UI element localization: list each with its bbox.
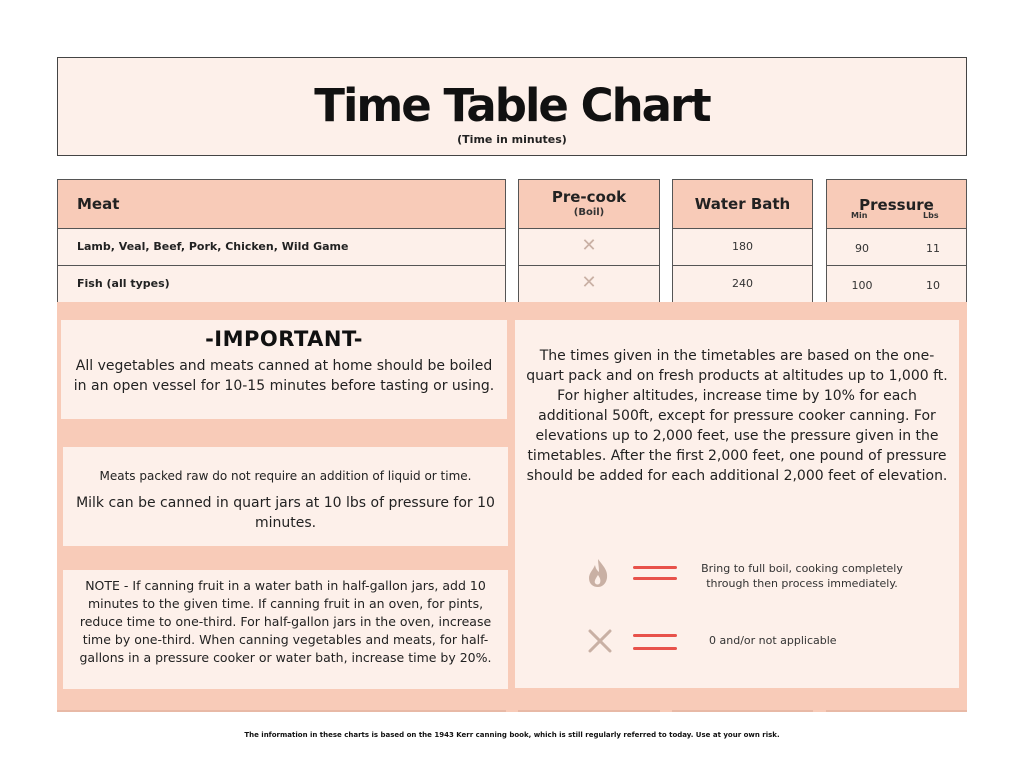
important-box (61, 320, 507, 419)
important-heading: -IMPORTANT- (205, 327, 363, 351)
pressure-lbs-value: 10 (926, 279, 940, 292)
table-row-pressure-cell (826, 229, 967, 266)
pressure-lbs-value: 11 (926, 242, 940, 255)
column-divider (518, 710, 660, 712)
pressure-min-value: 90 (855, 242, 869, 255)
table-row-meat-cell (57, 266, 506, 303)
x-icon: ✕ (581, 235, 597, 256)
page-title: Time Table Chart (314, 79, 710, 132)
column-divider (672, 710, 813, 712)
column-divider (57, 710, 506, 712)
title-box (57, 57, 967, 156)
equals-line (633, 566, 677, 569)
column-divider (826, 710, 967, 712)
meat-column-header (57, 179, 506, 229)
equals-line (633, 577, 677, 580)
precook-header-sub: (Boil) (573, 207, 605, 218)
pressure-header-label: Pressure (859, 196, 934, 214)
water-bath-value: 240 (732, 277, 753, 290)
meat-name: Fish (all types) (77, 277, 170, 290)
table-row-meat-cell (57, 229, 506, 266)
fruit-note-text: NOTE - If canning fruit in a water bath in half-gallon jars, add 10 minutes to the given time. If canning fruit in an oven, for pints, reduce time to one-third. For half-gallon jars in the oven, increase time by one-third. When canning vegetables and meats, for half-gallons in a pressure cooker or water bath, increase time by 20%. (79, 578, 492, 665)
x-icon: ✕ (581, 272, 597, 293)
fruit-note-box (63, 570, 508, 689)
meat-name: Lamb, Veal, Beef, Pork, Chicken, Wild Game (77, 240, 349, 253)
footer-disclaimer: The information in these charts is based on the 1943 Kerr canning book, which is still regularly referred to today. Use at your own risk. (244, 731, 780, 739)
altitude-text: The times given in the timetables are based on the one-quart pack and on fresh products at altitudes up to 1,000 ft. For higher altitudes, increase time by 10% for each additional 500ft, except for pressure cooker canning. For elevations up to 2,000 feet, use the pressure given in the timetables. After the first 2,000 feet, one pound of pressure should be added for each additional 2,000 feet of elevation. (526, 348, 948, 484)
pressure-lbs-label: Lbs (923, 211, 939, 220)
table-row-precook-cell (518, 229, 660, 266)
important-text: All vegetables and meats canned at home should be boiled in an open vessel for 10-15 minutes before tasting or using. (73, 358, 495, 394)
precook-column-header (518, 179, 660, 229)
raw-meat-milk-box (63, 447, 508, 546)
equals-line (633, 647, 677, 650)
water-bath-column-header (672, 179, 813, 229)
boil-legend-text: Bring to full boil, cooking completely through then process immediately. (701, 562, 903, 590)
table-row-water-bath-cell (672, 229, 813, 266)
table-row-precook-cell (518, 266, 660, 303)
table-row-water-bath-cell (672, 266, 813, 303)
pressure-min-label: Min (851, 211, 868, 220)
altitude-box (515, 320, 959, 688)
page-subtitle: (Time in minutes) (457, 133, 567, 146)
flame-icon (587, 558, 609, 588)
water-bath-header-label: Water Bath (694, 195, 791, 213)
equals-line (633, 634, 677, 637)
water-bath-value: 180 (732, 240, 753, 253)
precook-header-label: Pre-cook (551, 188, 627, 206)
meat-header-label: Meat (77, 195, 120, 213)
table-row-pressure-cell (826, 266, 967, 303)
raw-meat-text: Meats packed raw do not require an addition of liquid or time. (99, 469, 472, 483)
pressure-column-header (826, 179, 967, 229)
milk-text: Milk can be canned in quart jars at 10 lbs of pressure for 10 minutes. (76, 495, 495, 531)
x-icon (587, 628, 613, 654)
na-legend-text: 0 and/or not applicable (709, 634, 837, 647)
pressure-min-value: 100 (851, 279, 873, 292)
